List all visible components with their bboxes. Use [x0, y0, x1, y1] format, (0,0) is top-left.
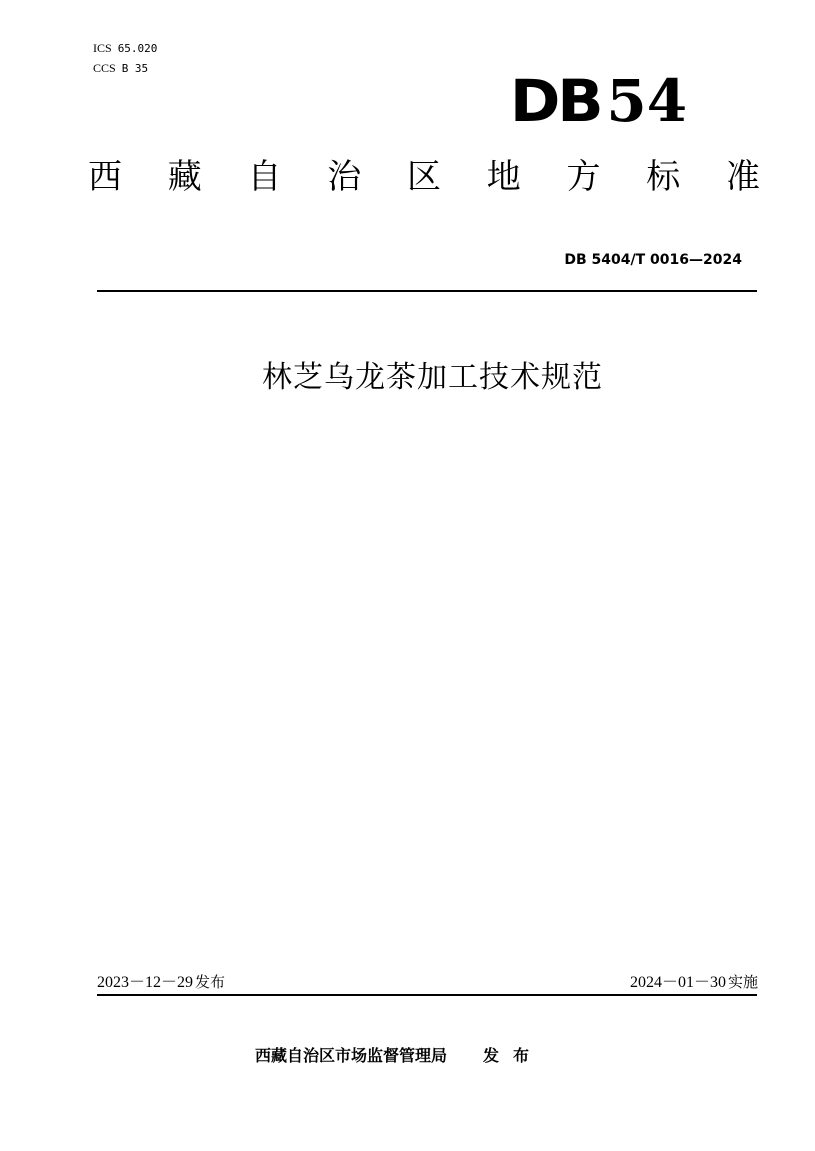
standard-type-heading: [88, 154, 760, 200]
top-divider: [97, 290, 757, 292]
standard-type-char: 西: [88, 157, 122, 197]
ccs-label: CCS: [93, 61, 116, 75]
issue-date: 2023－12－29: [97, 974, 194, 991]
issuer-verb: 发布: [483, 1046, 544, 1065]
standard-type-char: 方: [566, 157, 601, 197]
issue-date-block: [97, 971, 225, 994]
standard-type-char: 地: [486, 157, 521, 197]
db54-logo: [509, 67, 688, 135]
standard-number: DB 5404/T 0016—2024: [564, 252, 742, 268]
effective-label: 实施: [727, 973, 758, 991]
db-logo-letters: DB: [509, 67, 601, 135]
issuer-line: [255, 1043, 543, 1066]
ics-label: ICS: [93, 41, 112, 55]
ics-code: [93, 41, 157, 56]
standard-type-char: 治: [327, 157, 362, 197]
document-title: 林芝乌龙茶加工技术规范: [262, 360, 603, 395]
standard-type-char: 区: [407, 157, 441, 197]
standard-type-char: 标: [646, 157, 681, 197]
ccs-code: [93, 61, 148, 76]
standard-type-char: 准: [726, 157, 760, 197]
ccs-value: B 35: [121, 62, 149, 75]
standard-type-char: 自: [247, 157, 282, 197]
standard-type-char: 藏: [167, 157, 202, 197]
effective-date-block: [630, 971, 758, 994]
issuer-name: 西藏自治区市场监督管理局: [255, 1046, 448, 1065]
db-logo-number: 54: [606, 67, 688, 135]
bottom-divider: [97, 994, 757, 996]
issue-label: 发布: [195, 973, 226, 991]
effective-date: 2024－01－30: [629, 974, 726, 991]
ics-value: 65.020: [117, 42, 158, 55]
